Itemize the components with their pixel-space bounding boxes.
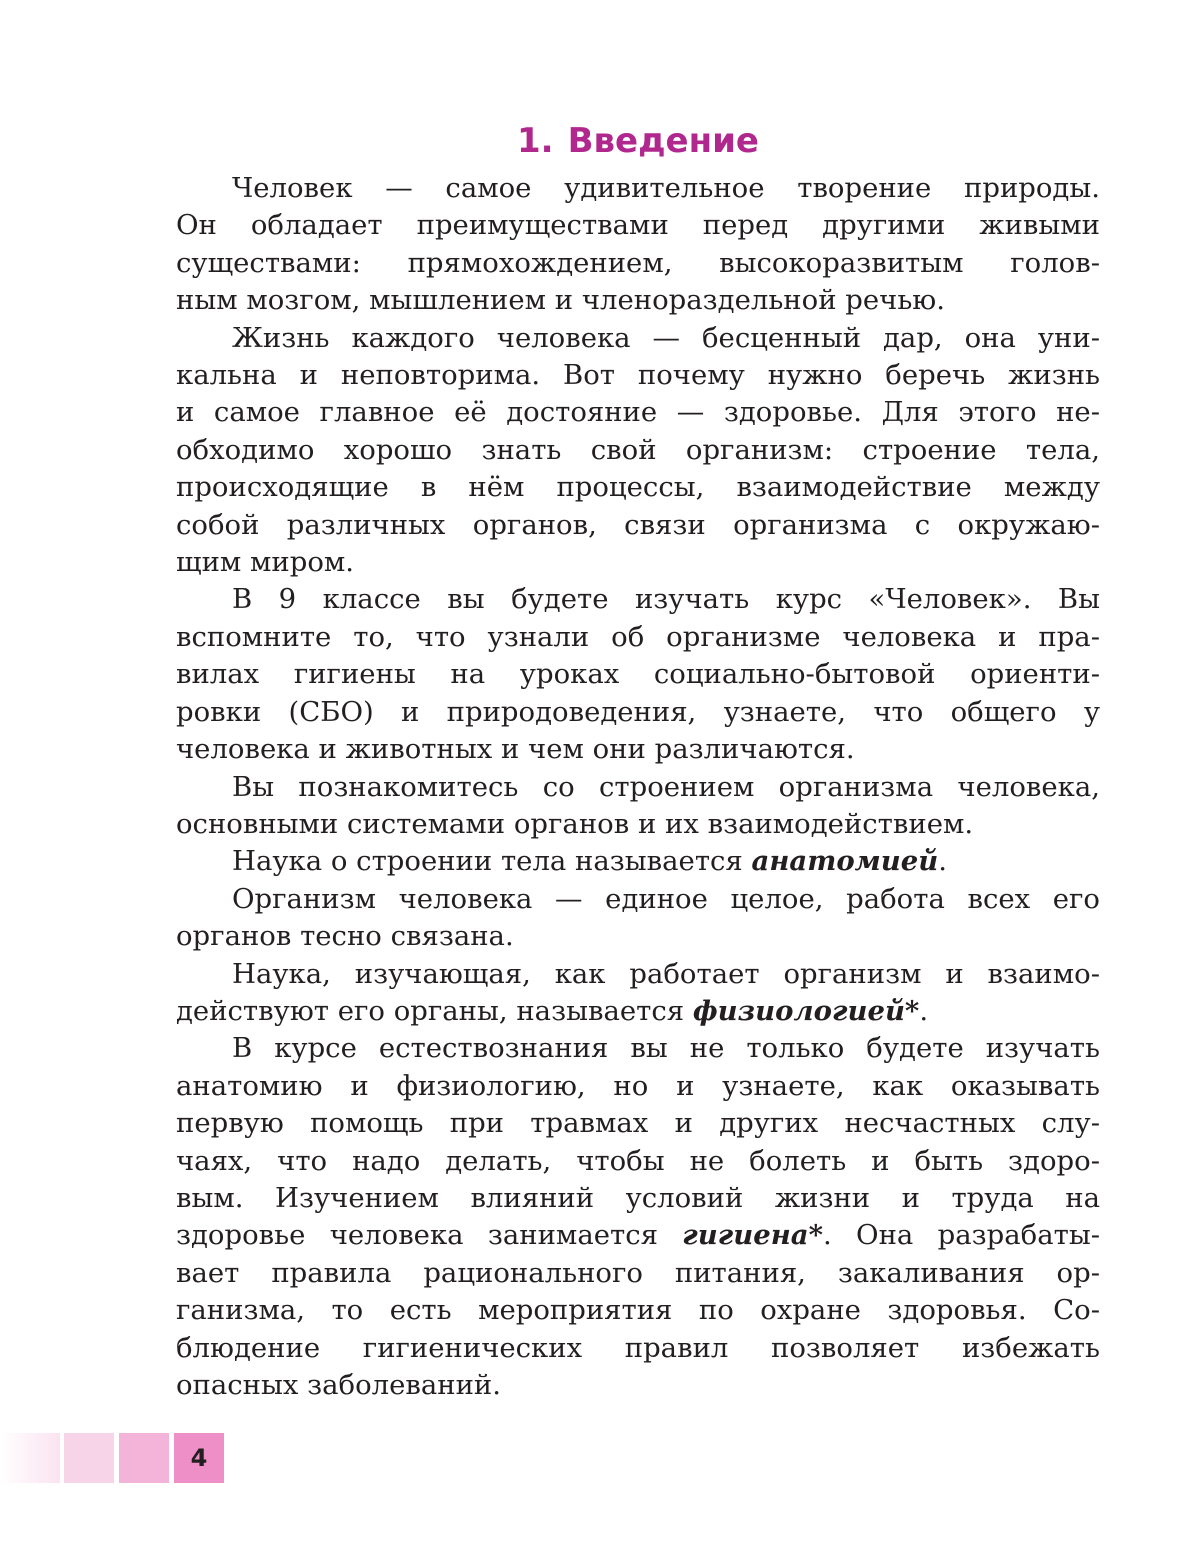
page-number: 4 — [174, 1433, 224, 1483]
text-line-content: щим миром. — [176, 546, 355, 579]
text-line — [176, 1143, 1100, 1180]
text-line-content: существами: прямохождением, высокоразвитым голов- — [176, 246, 1100, 279]
text-line-content: В 9 классе вы будете изучать курс «Человек». Вы — [232, 583, 1100, 616]
text-line — [176, 432, 1100, 469]
text-line — [176, 1292, 1100, 1329]
text-line — [176, 394, 1100, 431]
text-line-content: происходящие в нём процессы, взаимодействие между — [176, 471, 1100, 504]
text-line — [176, 694, 1100, 731]
text-line — [176, 1068, 1100, 1105]
text-line-content: ным мозгом, мышлением и членораздельной речью. — [176, 284, 945, 317]
text-line — [176, 1180, 1100, 1217]
text-line — [176, 320, 1100, 357]
page-footer — [0, 1433, 230, 1483]
text-line — [176, 1105, 1100, 1142]
text-line — [176, 507, 1100, 544]
section-title: Введение — [567, 121, 759, 161]
text-line-content: обходимо хорошо знать свой организм: строение тела, — [176, 433, 1100, 466]
text-line — [176, 1255, 1100, 1292]
text-line-content: ровки (СБО) и природоведения, узнаете, что общего у — [176, 695, 1100, 728]
body-text — [176, 170, 1100, 1404]
text-line — [176, 843, 1100, 880]
text-line-content: Наука, изучающая, как работает организм и взаимо- — [232, 957, 1100, 990]
text-line — [176, 656, 1100, 693]
text-line — [176, 769, 1100, 806]
text-line-content: вилах гигиены на уроках социально-бытовой ориенти- — [176, 658, 1100, 691]
text-line-content: действуют его органы, называется — [176, 994, 693, 1027]
key-term: физиологией* — [692, 994, 920, 1027]
text-line-content: блюдение гигиенических правил позволяет избежать — [176, 1331, 1100, 1364]
text-line-content: Он обладает преимуществами перед другими живыми — [176, 209, 1100, 242]
decor-bar — [119, 1433, 169, 1483]
section-heading — [176, 118, 1100, 164]
text-line-content: В курсе естествознания вы не только будете изучать — [232, 1032, 1100, 1065]
text-line — [176, 881, 1100, 918]
text-line — [176, 207, 1100, 244]
text-line-content: Наука о строении тела называется — [232, 845, 752, 878]
text-line — [176, 1367, 1100, 1404]
text-line-tail: . — [919, 994, 929, 1027]
text-line-tail: . — [938, 845, 948, 878]
text-line-tail: . Она разрабаты- — [822, 1219, 1100, 1252]
text-line — [176, 1330, 1100, 1367]
text-line-content: опасных заболеваний. — [176, 1369, 502, 1401]
text-line-content: человека и животных и чем они различаются. — [176, 733, 855, 766]
text-line — [176, 282, 1100, 319]
text-line-content: основными системами органов и их взаимодействием. — [176, 807, 974, 840]
text-line-content: вает правила рационального питания, закаливания ор- — [176, 1256, 1100, 1289]
text-line — [176, 357, 1100, 394]
text-line — [176, 993, 1100, 1030]
section-number: 1. — [517, 121, 554, 161]
text-line — [176, 1217, 1100, 1254]
text-line — [176, 806, 1100, 843]
text-line-content: Организм человека — единое целое, работа всех его — [232, 882, 1100, 915]
text-line — [176, 469, 1100, 506]
text-line-content: здоровье человека занимается — [176, 1219, 683, 1252]
text-line-content: собой различных органов, связи организма с окружаю- — [176, 508, 1100, 541]
text-line-content: Человек — самое удивительное творение природы. — [232, 172, 1100, 204]
text-line — [176, 731, 1100, 768]
text-line — [176, 619, 1100, 656]
text-line — [176, 544, 1100, 581]
decor-bar — [64, 1433, 114, 1483]
text-line — [176, 918, 1100, 955]
text-line — [176, 245, 1100, 282]
text-line — [176, 1030, 1100, 1067]
text-line-content: первую помощь при травмах и других несчастных слу- — [176, 1107, 1100, 1140]
text-line-content: вым. Изучением влияний условий жизни и труда на — [176, 1181, 1100, 1214]
text-line-content: Вы познакомитесь со строением организма человека, — [232, 770, 1100, 803]
key-term: анатомией — [751, 845, 939, 878]
text-line-content: органов тесно связана. — [176, 920, 514, 953]
text-line-content: Жизнь каждого человека — бесценный дар, она уни- — [232, 321, 1100, 354]
text-line — [176, 581, 1100, 618]
text-line-content: анатомию и физиологию, но и узнаете, как оказывать — [176, 1069, 1100, 1102]
text-line-content: кальна и неповторима. Вот почему нужно беречь жизнь — [176, 359, 1100, 392]
text-line — [176, 956, 1100, 993]
text-line-content: ганизма, то есть мероприятия по охране здоровья. Со- — [176, 1294, 1100, 1327]
text-line — [176, 170, 1100, 207]
decor-bar — [0, 1433, 60, 1483]
text-line-content: чаях, что надо делать, чтобы не болеть и быть здоро- — [176, 1144, 1100, 1177]
key-term: гигиена* — [682, 1219, 823, 1252]
text-line-content: вспомните то, что узнали об организме человека и пра- — [176, 620, 1100, 653]
text-line-content: и самое главное её достояние — здоровье. Для этого не- — [176, 396, 1100, 429]
